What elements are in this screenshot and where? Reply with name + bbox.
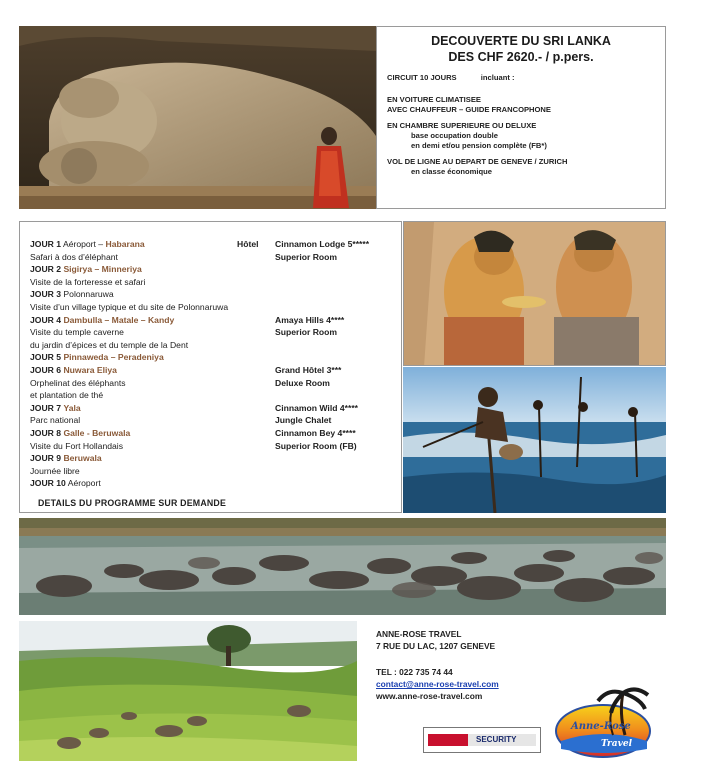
tea-plantation-photo	[19, 621, 357, 761]
anne-rose-travel-logo	[553, 683, 661, 759]
row-description	[30, 414, 80, 427]
logo-text-bottom: Travel	[601, 739, 632, 749]
itinerary-row	[30, 263, 391, 276]
row-description	[30, 263, 142, 276]
row-description	[30, 288, 114, 301]
row-description	[30, 251, 118, 264]
row-description	[30, 402, 81, 415]
itinerary-row	[30, 238, 391, 251]
place-name: Beruwala	[63, 453, 102, 464]
itinerary-row	[30, 339, 391, 352]
row-text: Orphelinat des éléphants	[30, 377, 126, 388]
row-description	[30, 477, 101, 490]
row-description	[30, 351, 164, 364]
hotel-label: Hôtel	[237, 239, 259, 249]
day-label: JOUR 5	[30, 352, 62, 363]
itinerary-row	[30, 389, 391, 402]
itinerary-row	[30, 314, 391, 327]
itinerary-row	[30, 326, 391, 339]
place-name: Dambulla – Matale – Kandy	[63, 314, 175, 325]
security-badge	[423, 727, 541, 753]
hotel-info: Superior Room	[275, 327, 338, 338]
day-label: JOUR 3	[30, 289, 62, 300]
itinerary-row	[30, 414, 391, 427]
place-name: Pinnaweda – Peradeniya	[63, 352, 164, 363]
included-label: incluant :	[480, 73, 515, 82]
car-line: EN VOITURE CLIMATISEE	[387, 95, 481, 104]
itinerary-row	[30, 452, 391, 465]
row-text: Visite de la forteresse et safari	[30, 276, 146, 287]
elephants-river-photo	[19, 518, 666, 615]
details-on-request: DETAILS DU PROGRAMME SUR DEMANDE	[38, 498, 227, 508]
logo-text-top: Anne-Rose	[571, 721, 631, 732]
driver-line: AVEC CHAUFFEUR – GUIDE FRANCOPHONE	[387, 105, 551, 114]
hotel-info: Superior Room (FB)	[275, 440, 357, 451]
offer-price: DES CHF 2620.- / p.pers.	[448, 50, 594, 64]
hotel-info: Superior Room	[275, 251, 338, 262]
day-label: JOUR 10	[30, 478, 66, 489]
day-label: JOUR 7	[30, 402, 62, 413]
row-text: Polonnaruwa	[61, 289, 114, 300]
agency-contact	[376, 628, 576, 702]
itinerary	[19, 221, 402, 513]
day-label: JOUR 4	[30, 314, 62, 325]
row-description	[30, 389, 103, 402]
row-text: Aéroport	[65, 478, 101, 489]
board-line: en demi et/ou pension complète (FB*)	[411, 141, 547, 150]
place-name: Habarana	[105, 239, 145, 249]
reclining-buddha-photo	[19, 26, 376, 209]
row-description	[30, 465, 80, 478]
offer-header	[376, 26, 666, 209]
row-description	[30, 377, 126, 390]
occupation-line: base occupation double	[411, 131, 498, 140]
row-text: du jardin d’épices et du temple de la Dent	[30, 339, 189, 350]
itinerary-row	[30, 364, 391, 377]
row-description	[30, 339, 188, 352]
stilt-fishermen-photo	[403, 367, 666, 513]
itinerary-row	[30, 377, 391, 390]
row-text: Journée libre	[30, 465, 80, 476]
row-description	[30, 301, 228, 314]
itinerary-row	[30, 351, 391, 364]
place-name: Nuwara Eliya	[63, 364, 117, 375]
place-name: Yala	[63, 402, 81, 413]
flight-line: VOL DE LIGNE AU DEPART DE GENEVE / ZURICH	[387, 157, 568, 166]
row-description	[30, 364, 117, 377]
agency-name: ANNE-ROSE TRAVEL	[376, 629, 462, 639]
day-label: JOUR 6	[30, 364, 62, 375]
hotel-info: Grand Hôtel 3***	[275, 364, 342, 375]
row-text: Aéroport –	[61, 239, 106, 249]
itinerary-rows	[30, 238, 391, 490]
circuit-duration: CIRCUIT 10 JOURS	[387, 73, 457, 82]
itinerary-row	[30, 402, 391, 415]
itinerary-row	[30, 251, 391, 264]
row-description	[30, 440, 123, 453]
row-text: Safari à dos d’éléphant	[30, 251, 118, 262]
row-description	[30, 314, 174, 327]
itinerary-row	[30, 465, 391, 478]
sigiriya-fresco-photo	[403, 221, 666, 366]
website[interactable]: www.anne-rose-travel.com	[376, 691, 483, 701]
class-line: en classe économique	[411, 167, 493, 176]
row-description	[30, 452, 102, 465]
agency-address: 7 RUE DU LAC, 1207 GENEVE	[376, 641, 496, 651]
itinerary-row	[30, 427, 391, 440]
row-description	[30, 326, 124, 339]
itinerary-row	[30, 477, 391, 490]
place-name: Galle - Beruwala	[63, 427, 131, 438]
row-description	[30, 238, 145, 251]
row-text: Visite du temple caverne	[30, 327, 124, 338]
day-label: JOUR 2	[30, 264, 62, 275]
row-text: Visite d’un village typique et du site de Polonnaruwa	[30, 301, 229, 312]
day-label: JOUR 8	[30, 427, 62, 438]
security-label: SECURITY	[476, 735, 517, 744]
hotel-info: Cinnamon Lodge 5*****	[275, 239, 370, 249]
room-line: EN CHAMBRE SUPERIEURE OU DELUXE	[387, 121, 537, 130]
itinerary-row	[30, 440, 391, 453]
row-text: Visite du Fort Hollandais	[30, 440, 123, 451]
row-description	[30, 276, 145, 289]
row-text: Parc national	[30, 415, 81, 426]
hotel-info: Deluxe Room	[275, 377, 330, 388]
hotel-info: Amaya Hills 4****	[275, 314, 345, 325]
agency-phone: TEL : 022 735 74 44	[376, 667, 453, 677]
circuit-line	[387, 73, 655, 83]
hotel-info: Jungle Chalet	[275, 415, 332, 426]
hotel-info: Cinnamon Wild 4****	[275, 402, 359, 413]
hotel-info: Cinnamon Bey 4****	[275, 427, 356, 438]
offer-title: DECOUVERTE DU SRI LANKA	[431, 34, 611, 48]
itinerary-row	[30, 288, 391, 301]
itinerary-row	[30, 301, 391, 314]
email-link[interactable]: contact@anne-rose-travel.com	[376, 679, 499, 689]
place-name: Sigirya – Minneriya	[63, 264, 142, 275]
day-label: JOUR 1	[30, 239, 62, 249]
row-description	[30, 427, 130, 440]
row-text: et plantation de thé	[30, 390, 104, 401]
itinerary-row	[30, 276, 391, 289]
day-label: JOUR 9	[30, 453, 62, 464]
